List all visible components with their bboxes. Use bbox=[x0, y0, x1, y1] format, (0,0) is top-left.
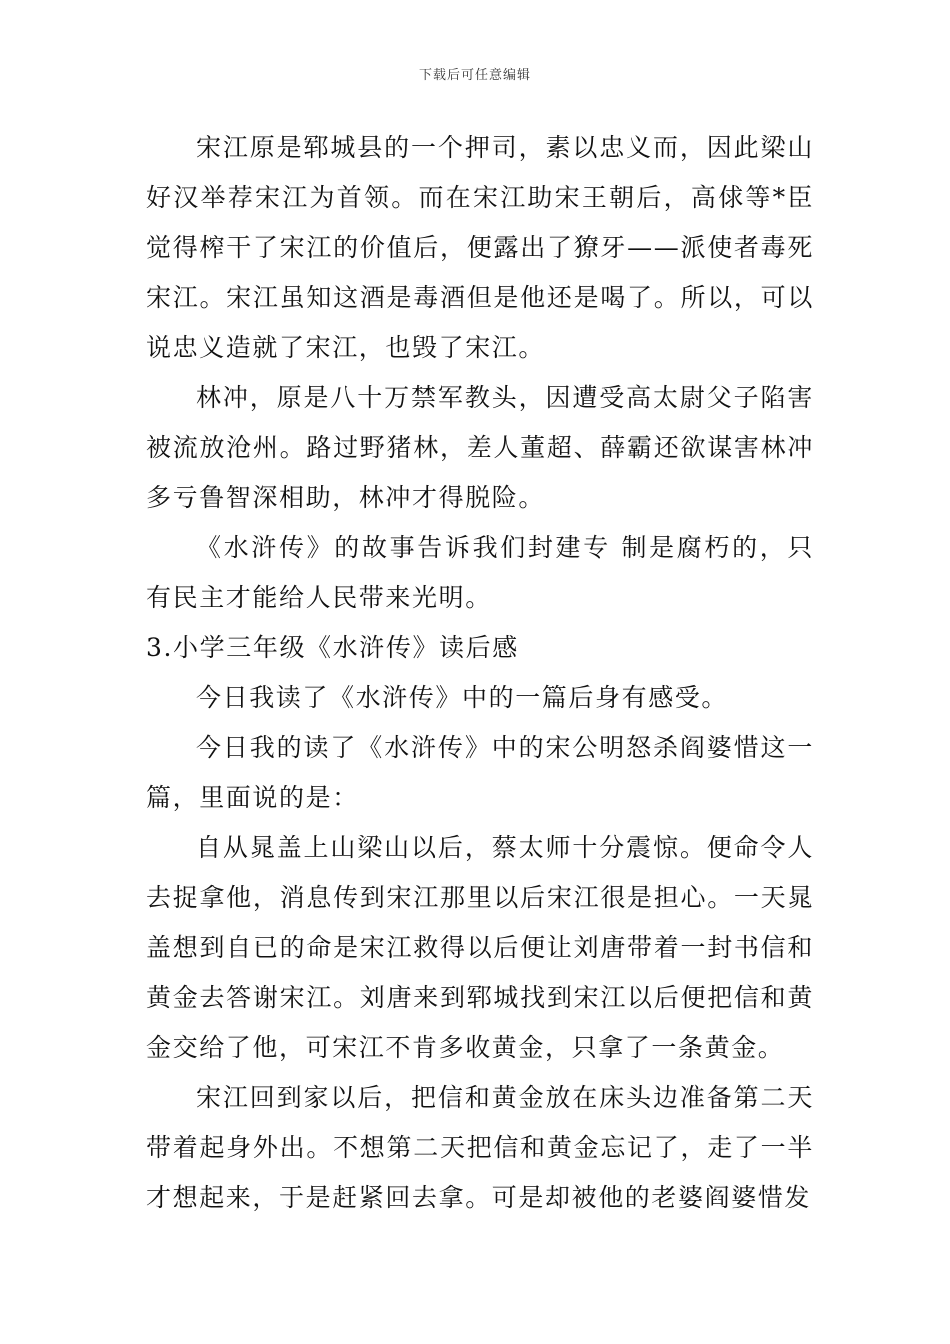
document-body bbox=[146, 123, 814, 1223]
paragraph-chao-gai: 自从晁盖上山梁山以后，蔡太师十分震惊。便命令人去捉拿他，消息传到宋江那里以后宋江很是担心。一天晁盖想到自已的命是宋江救得以后便让刘唐带着一封书信和黄金去答谢宋江。刘唐来到郓城找到宋江以后便把信和黄金交给了他，可宋江不肯多收黄金，只拿了一条黄金。 bbox=[146, 833, 814, 1062]
paragraph-lin-chong: 林冲，原是八十万禁军教头，因遭受高太尉父子陷害被流放沧州。路过野猪林，差人董超、薛霸还欲谋害林冲多亏鲁智深相助，林冲才得脱险。 bbox=[146, 383, 814, 512]
paragraph-song-jiang: 宋江原是郓城县的一个押司，素以忠义而，因此梁山好汉举荐宋江为首领。而在宋江助宋王朝后，高俅等*臣觉得榨干了宋江的价值后，便露出了獠牙——派使者毒死宋江。宋江虽知这酒是毒酒但是他还是喝了。所以，可以说忠义造就了宋江，也毁了宋江。 bbox=[146, 133, 814, 362]
paragraph-return-home: 宋江回到家以后，把信和黄金放在床头边准备第二天带着起身外出。不想第二天把信和黄金忘记了，走了一半才想起来，于是赶紧回去拿。可是却被他的老婆阎婆惜发 bbox=[146, 1083, 814, 1212]
page-header: 下载后可任意编辑 bbox=[418, 68, 531, 83]
paragraph-chapter: 今日我的读了《水浒传》中的宋公明怒杀阎婆惜这一篇，里面说的是： bbox=[146, 733, 814, 812]
section-heading: 3.小学三年级《水浒传》读后感 bbox=[146, 633, 519, 662]
paragraph-intro: 今日我读了《水浒传》中的一篇后身有感受。 bbox=[196, 683, 729, 712]
paragraph-conclusion: 《水浒传》的故事告诉我们封建专 制是腐朽的，只有民主才能给人民带来光明。 bbox=[146, 533, 814, 612]
